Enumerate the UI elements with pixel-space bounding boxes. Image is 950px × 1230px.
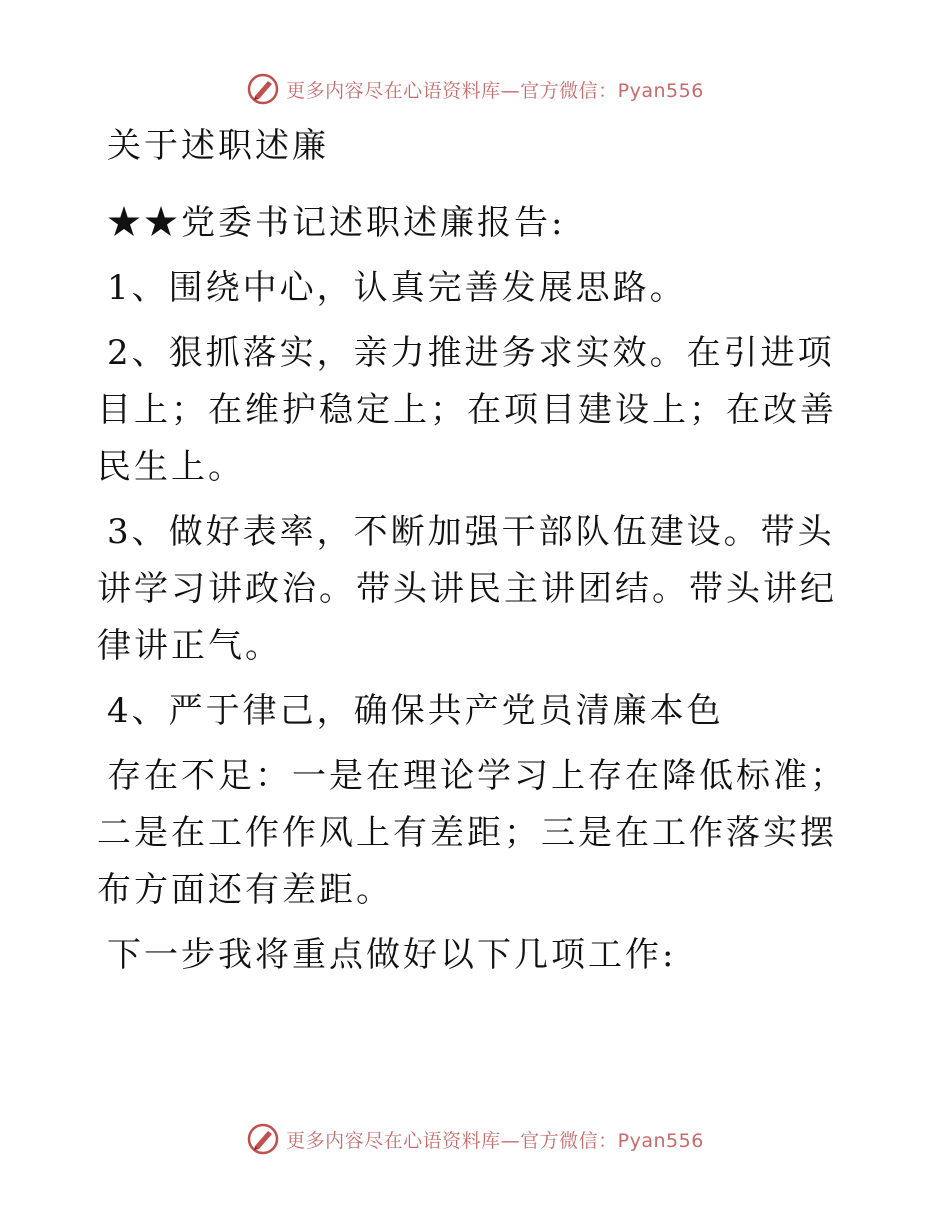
document-title: 关于述职述廉: [107, 126, 329, 166]
report-heading: ★★党委书记述职述廉报告:: [107, 203, 566, 243]
header-watermark: [0, 72, 950, 106]
footer-watermark: [0, 1122, 950, 1156]
pen-logo-icon: [246, 1122, 280, 1156]
document-body: [97, 118, 857, 992]
paragraph-4: 4、严于律己，确保共产党员清廉本色: [107, 691, 724, 731]
paragraph-shortcomings: 存在不足：一是在理论学习上存在降低标准；二是在工作作风上有差距；三是在工作落实摆布方面还有差距。: [97, 756, 847, 910]
paragraph-2: 2、狠抓落实，亲力推进务求实效。在引进项目上；在维护稳定上；在项目建设上；在改善民生上。: [97, 333, 837, 487]
pen-logo-icon: [246, 72, 280, 106]
paragraph-1: 1、围绕中心，认真完善发展思路。: [107, 268, 687, 308]
watermark-text: 更多内容尽在心语资料库—官方微信：Pyan556: [286, 1129, 704, 1152]
paragraph-3: 3、做好表率，不断加强干部队伍建设。带头讲学习讲政治。带头讲民主讲团结。带头讲纪律讲正气。: [97, 512, 837, 666]
watermark-text: 更多内容尽在心语资料库—官方微信：Pyan556: [286, 79, 704, 102]
paragraph-next-steps: 下一步我将重点做好以下几项工作:: [107, 935, 677, 975]
